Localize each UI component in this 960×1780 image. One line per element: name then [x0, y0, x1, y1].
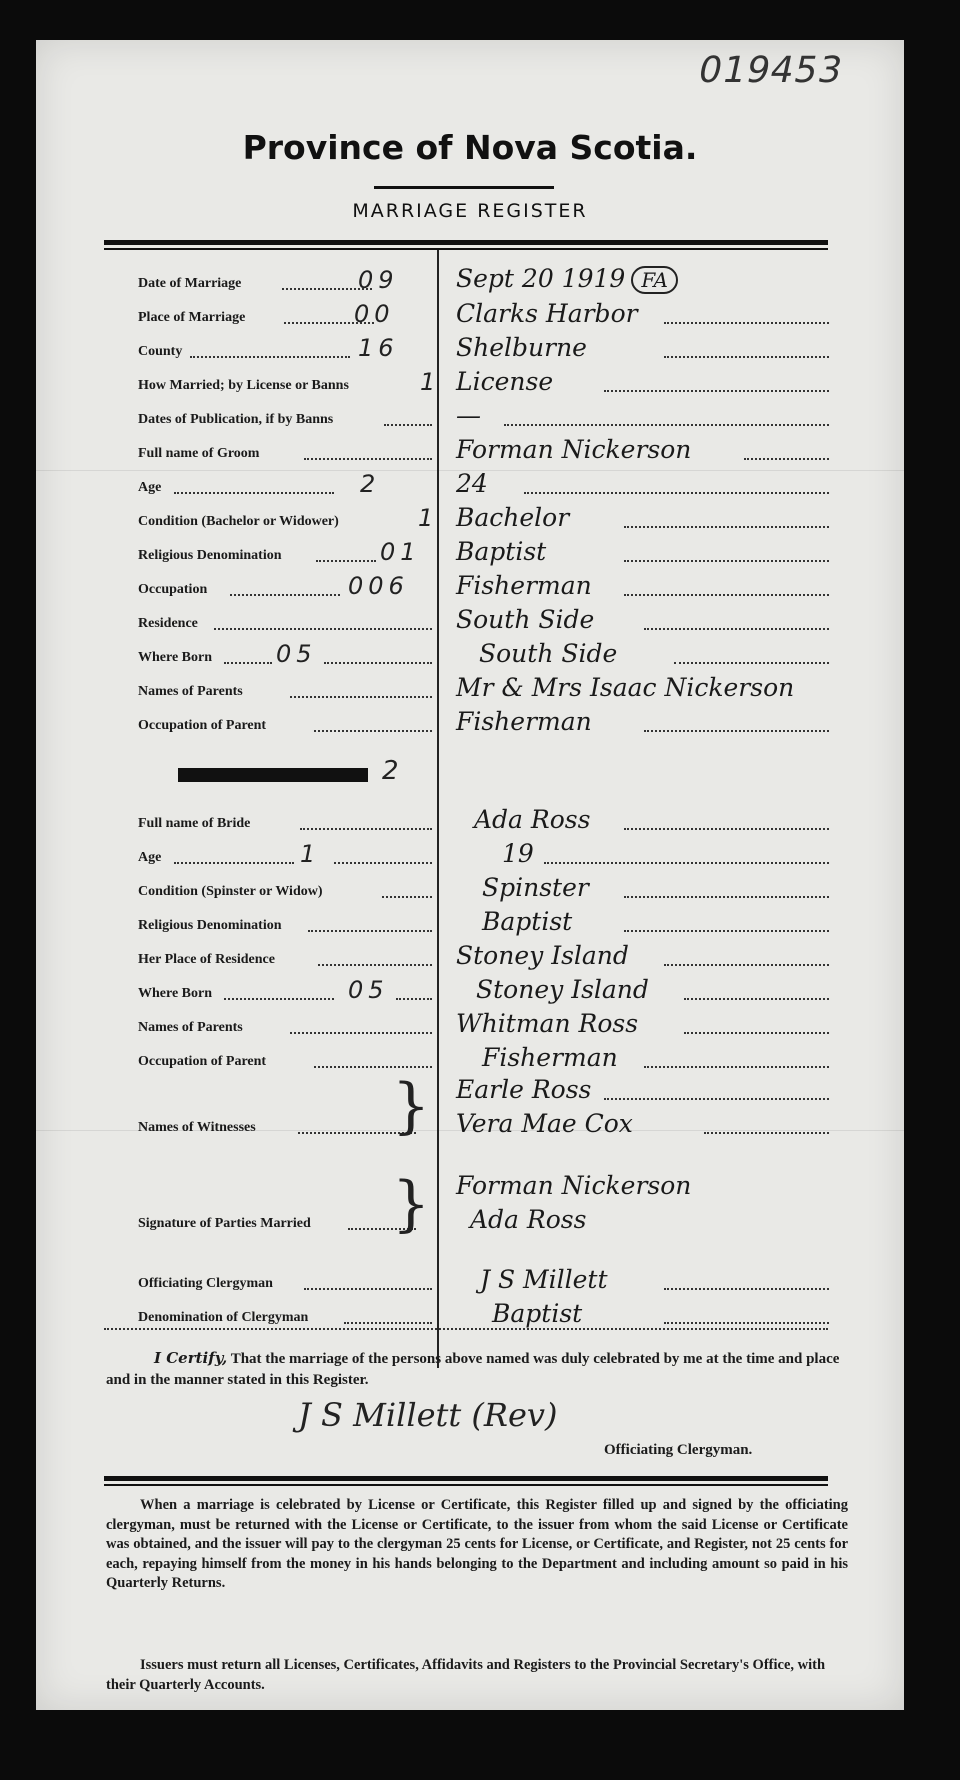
footer-rule [104, 1476, 828, 1481]
dot-leader [684, 996, 829, 1000]
bride-signature: Ada Ross [470, 1205, 587, 1234]
row-label: Age [138, 480, 162, 495]
row-witnesses [104, 1110, 864, 1140]
page-title: Province of Nova Scotia. [242, 128, 698, 167]
row-label: Religious Denomination [138, 918, 282, 933]
clergyman-signature: J S Millett (Rev) [298, 1396, 558, 1434]
witness-2-name: Vera Mae Cox [456, 1109, 633, 1138]
row-label: Date of Marriage [138, 276, 242, 291]
dot-leader [224, 996, 334, 1000]
row-value: 24 [456, 469, 488, 498]
row-code: 1 [300, 840, 321, 868]
row-bride-parent-occupation [104, 1044, 864, 1074]
row-date-of-marriage [104, 266, 864, 296]
row-label: Signature of Parties Married [138, 1216, 311, 1231]
dot-leader [624, 826, 829, 830]
dot-leader [324, 660, 432, 664]
row-value: Baptist [492, 1299, 583, 1328]
row-value: J S Millett [480, 1265, 608, 1294]
dot-leader [664, 354, 829, 358]
row-bride-name [104, 806, 864, 836]
register-form [36, 40, 904, 1710]
row-party-1 [104, 1172, 864, 1202]
row-dates-of-publication [104, 402, 864, 432]
row-value: Bachelor [456, 503, 570, 532]
section-code: 2 [382, 756, 399, 786]
dot-leader [624, 592, 829, 596]
dot-leader [664, 1286, 829, 1290]
dot-leader [174, 860, 294, 864]
page-subtitle: MARRIAGE REGISTER [352, 200, 588, 222]
dot-leader [604, 1096, 829, 1100]
row-value: Fisherman [482, 1043, 618, 1072]
dot-leader [174, 490, 334, 494]
dot-leader [190, 354, 350, 358]
row-code: 006 [348, 572, 409, 600]
title-rule [374, 186, 554, 189]
row-value: Stoney Island [476, 975, 649, 1004]
row-label: Place of Marriage [138, 310, 246, 325]
row-value: — [456, 401, 481, 430]
row-county [104, 334, 864, 364]
row-code: 05 [348, 976, 389, 1004]
row-label: Condition (Bachelor or Widower) [138, 514, 339, 529]
row-code: 1 [418, 504, 439, 532]
dot-leader [644, 1064, 829, 1068]
dot-leader [644, 626, 829, 630]
row-value: Forman Nickerson [456, 435, 692, 464]
row-code: 16 [358, 334, 399, 362]
row-label: Names of Witnesses [138, 1120, 256, 1135]
row-value: Ada Ross [474, 805, 591, 834]
row-value: Fisherman [456, 707, 592, 736]
dot-leader [290, 694, 432, 698]
row-code: 09 [358, 266, 399, 294]
row-witness-1 [104, 1076, 864, 1106]
row-label: Full name of Bride [138, 816, 251, 831]
dot-leader [664, 962, 829, 966]
row-value: Spinster [482, 873, 589, 902]
section-rule [104, 1328, 828, 1332]
dot-leader [230, 592, 340, 596]
dot-leader [604, 388, 829, 392]
row-bride-residence [104, 942, 864, 972]
row-bride-parents [104, 1010, 864, 1040]
witnesses-brace: } [392, 1071, 431, 1141]
row-label: Her Place of Residence [138, 952, 275, 967]
dot-leader [624, 524, 829, 528]
row-parties [104, 1206, 864, 1236]
row-groom-parent-occupation [104, 708, 864, 738]
certification-text [106, 1348, 846, 1391]
dot-leader [384, 422, 432, 426]
dot-leader [674, 660, 829, 664]
dot-leader [314, 1064, 432, 1068]
row-label: Names of Parents [138, 684, 243, 699]
row-groom-residence [104, 606, 864, 636]
row-officiating-clergyman [104, 1266, 864, 1296]
certify-body: That the marriage of the persons above named was duly celebrated by me at the time and place and in the manner stated in this Register. [106, 1351, 840, 1388]
row-clergy-denomination [104, 1300, 864, 1330]
row-groom-name [104, 436, 864, 466]
row-code: 01 [380, 538, 421, 566]
dot-leader [290, 1030, 432, 1034]
row-bride-birthplace [104, 976, 864, 1006]
row-label: Where Born [138, 650, 213, 665]
row-label: Occupation [138, 582, 208, 597]
row-value: Mr & Mrs Isaac Nickerson [456, 673, 795, 702]
dot-leader [214, 626, 432, 630]
dot-leader [314, 728, 432, 732]
dot-leader [504, 422, 829, 426]
row-bride-religion [104, 908, 864, 938]
dot-leader [304, 1286, 432, 1290]
dot-leader [334, 860, 432, 864]
row-code: 00 [354, 300, 395, 328]
row-value: Baptist [482, 907, 573, 936]
row-value: 19 [502, 839, 534, 868]
dot-leader [396, 996, 432, 1000]
signature-caption: Officiating Clergyman. [604, 1442, 753, 1458]
date-value: Sept 20 1919 [456, 264, 626, 293]
row-bride-condition [104, 874, 864, 904]
row-label: Occupation of Parent [138, 1054, 267, 1069]
return-instructions: When a marriage is celebrated by License or Certificate, this Register filled up and signed by the officiating clergyman, must be returned with the License or Certificate, to the issuer from whom the said License or Certificate was obtained, and the issuer will pay to the clergyman 25 cents for License, or Certificate, and Register, not 25 cents for each, repaying himself from the money in his hands belonging to the Department and including amount so paid in his Quarterly Returns. [106, 1497, 848, 1591]
row-label: Where Born [138, 986, 213, 1001]
witness-1-name: Earle Ross [456, 1075, 592, 1104]
row-value: South Side [479, 639, 618, 668]
initials-stamp: FA [631, 266, 678, 294]
row-label: County [138, 344, 183, 359]
parties-brace: } [392, 1169, 431, 1239]
row-label: Dates of Publication, if by Banns [138, 412, 334, 427]
dot-leader [316, 558, 376, 562]
dot-leader [624, 894, 829, 898]
row-place-of-marriage [104, 300, 864, 330]
row-groom-occupation [104, 572, 864, 602]
dot-leader [344, 1320, 432, 1324]
row-value: Fisherman [456, 571, 592, 600]
redacted-bar [178, 768, 368, 782]
row-groom-age [104, 470, 864, 500]
dot-leader [684, 1030, 829, 1034]
row-label: Full name of Groom [138, 446, 260, 461]
dot-leader [624, 558, 829, 562]
row-code: 05 [276, 640, 317, 668]
row-groom-religion [104, 538, 864, 568]
row-value: Whitman Ross [456, 1009, 639, 1038]
row-label: Religious Denomination [138, 548, 282, 563]
footer-rule-thin [104, 1484, 828, 1486]
row-groom-parents [104, 674, 864, 704]
row-label: Condition (Spinster or Widow) [138, 884, 323, 899]
row-label: Residence [138, 616, 198, 631]
dot-leader [318, 962, 432, 966]
dot-leader [224, 660, 272, 664]
dot-leader [704, 1130, 829, 1134]
row-label: Denomination of Clergyman [138, 1310, 309, 1325]
dot-leader [304, 456, 432, 460]
groom-signature: Forman Nickerson [456, 1171, 692, 1200]
header-rule [104, 240, 828, 245]
row-label: Names of Parents [138, 1020, 243, 1035]
reference-number: 019453 [694, 50, 847, 91]
row-value [456, 264, 678, 294]
row-value: License [456, 367, 554, 396]
dot-leader [664, 320, 829, 324]
row-how-married [104, 368, 864, 398]
row-value: Stoney Island [456, 941, 629, 970]
dot-leader [624, 928, 829, 932]
row-value: Shelburne [456, 333, 587, 362]
row-groom-condition [104, 504, 864, 534]
certify-lead: I Certify, [154, 1349, 228, 1367]
row-label: Age [138, 850, 162, 865]
dot-leader [744, 456, 829, 460]
dot-leader [644, 728, 829, 732]
issuer-instructions: Issuers must return all Licenses, Certificates, Affidavits and Registers to the Provincial Secretary's Office, with their Quarterly Accounts. [106, 1657, 826, 1693]
row-label: Officiating Clergyman [138, 1276, 273, 1291]
row-groom-birthplace [104, 640, 864, 670]
row-label: How Married; by License or Banns [138, 378, 349, 393]
row-label: Occupation of Parent [138, 718, 267, 733]
dot-leader [382, 894, 432, 898]
dot-leader [300, 826, 432, 830]
row-code: 2 [360, 470, 381, 498]
row-bride-age [104, 840, 864, 870]
dot-leader [664, 1320, 829, 1324]
row-value: Baptist [456, 537, 547, 566]
dot-leader [524, 490, 829, 494]
dot-leader [544, 860, 829, 864]
dot-leader [308, 928, 432, 932]
row-value: South Side [456, 605, 595, 634]
header-rule-thin [104, 248, 828, 250]
row-value: Clarks Harbor [456, 299, 638, 328]
row-code: 1 [420, 368, 441, 396]
